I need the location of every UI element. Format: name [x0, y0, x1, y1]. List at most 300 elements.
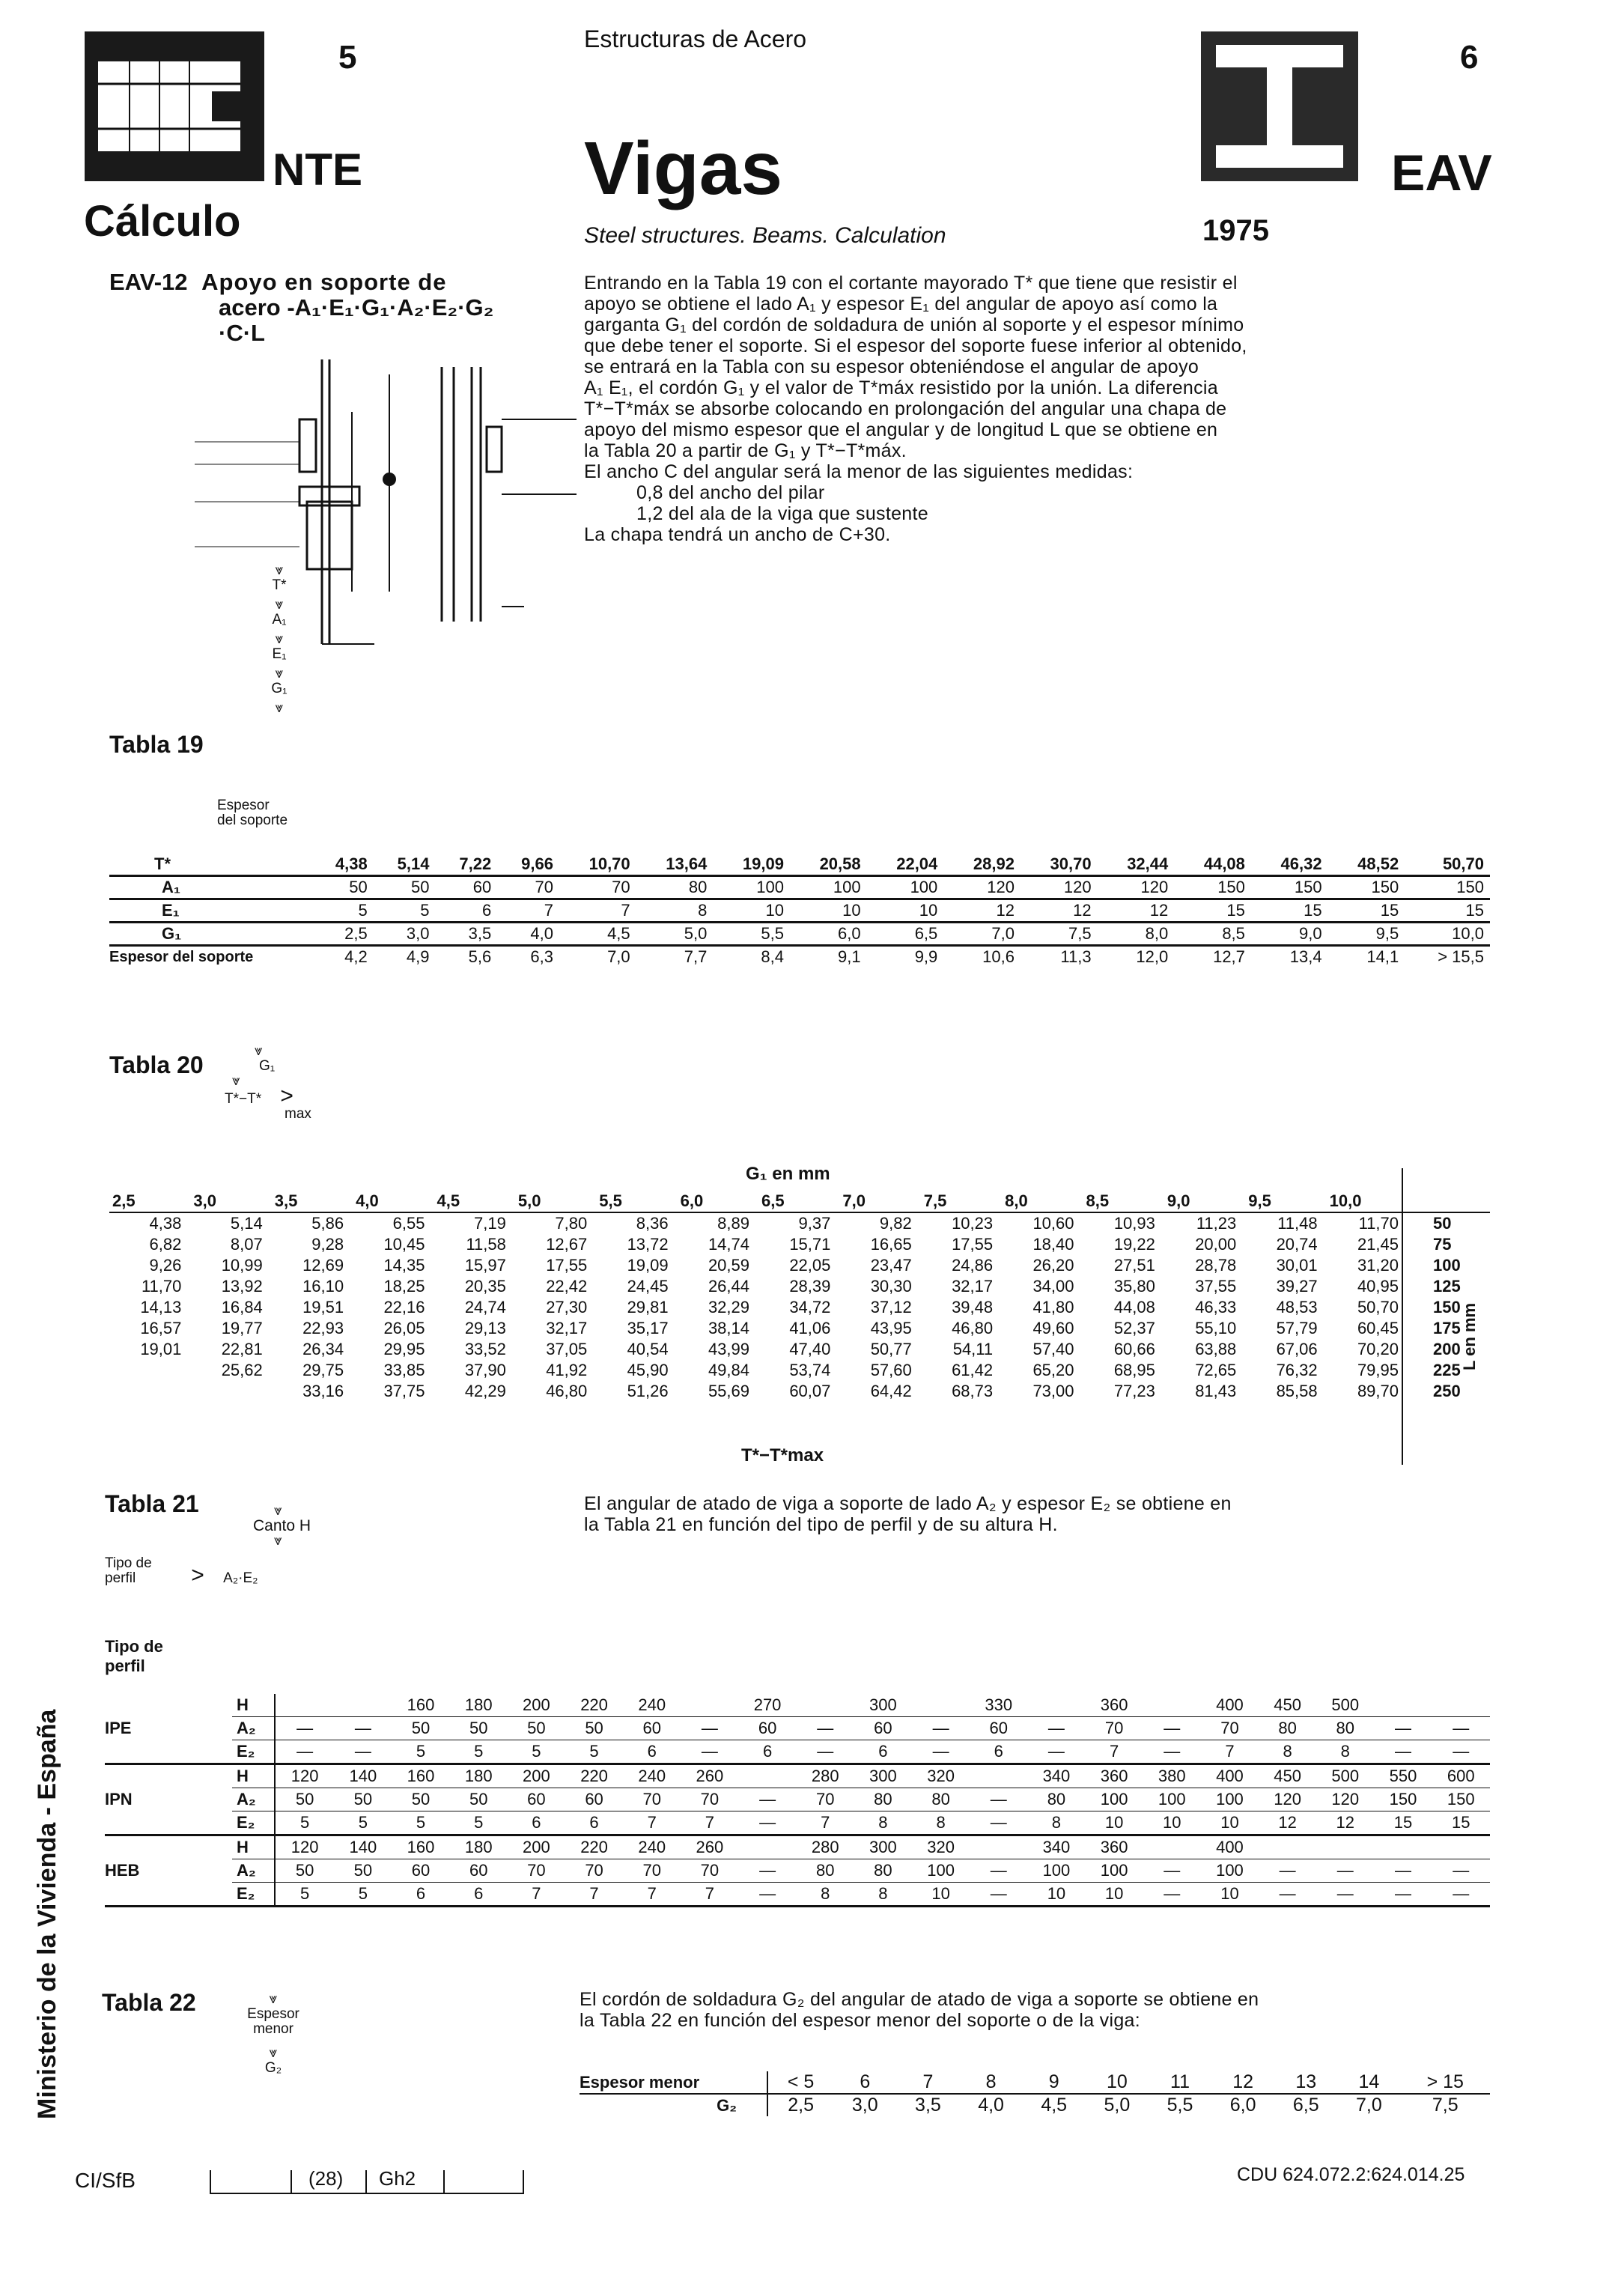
table-cell: 52,37 [1113, 1319, 1155, 1337]
row-header: H [232, 1764, 275, 1788]
table-cell: 160 [407, 1838, 435, 1856]
table-cell: 180 [464, 1767, 493, 1785]
table-cell: 7,19 [474, 1214, 506, 1233]
table-cell: 7,7 [684, 947, 708, 966]
tabla21 [105, 1694, 1490, 1907]
table-cell: 3,0 [851, 2095, 878, 2116]
table-cell: 150 [1447, 1790, 1475, 1808]
flow-arrow-icon: ⩔ [275, 700, 284, 716]
table-cell: 280 [811, 1838, 839, 1856]
cisfb-tick [210, 2170, 211, 2193]
table-cell: 60 [472, 878, 492, 896]
table-cell: 19,51 [302, 1298, 344, 1316]
table-cell: 33,85 [383, 1361, 425, 1379]
flow-arrow-icon: ⩔ [269, 1991, 278, 2007]
table-cell: 50 [353, 1861, 373, 1880]
table-cell: — [1394, 1742, 1411, 1761]
table-cell: 15 [1393, 1813, 1413, 1832]
table-cell: 14 [1358, 2071, 1380, 2092]
text-line: El angular de atado de viga a soporte de lado A₂ y espesor E₂ se obtiene en [584, 1493, 1232, 1514]
table-cell: — [759, 1861, 776, 1880]
table-cell: 44,08 [1203, 854, 1245, 873]
tabla21-text [584, 1493, 1490, 1535]
tabla22 [580, 2071, 1490, 2116]
table-cell: 70 [535, 878, 553, 896]
table-cell: 7 [589, 1884, 599, 1903]
table-cell: 380 [1158, 1767, 1186, 1785]
table-cell: — [1453, 1884, 1470, 1903]
table-cell: 120 [1140, 878, 1169, 896]
table-cell: 10 [1106, 2071, 1128, 2092]
tabla21-label: Tabla 21 [105, 1490, 199, 1517]
table-cell: — [1394, 1884, 1411, 1903]
table-cell: 10 [1047, 1884, 1066, 1903]
table-cell: 220 [580, 1838, 608, 1856]
table-row [109, 923, 1490, 946]
table-cell [970, 1764, 1027, 1788]
table-cell: 300 [869, 1767, 897, 1785]
table-cell: — [296, 1719, 314, 1737]
table-cell: 8,07 [230, 1235, 263, 1254]
table-cell: 10 [1104, 1813, 1124, 1832]
table-cell: 5,14 [397, 854, 430, 873]
table-cell [1316, 1835, 1374, 1859]
table-cell: 70 [700, 1861, 720, 1880]
table-cell: 79,95 [1357, 1361, 1399, 1379]
table-cell: 100 [927, 1861, 955, 1880]
eav12-line1 [109, 270, 493, 295]
table-row [109, 1381, 1490, 1402]
table-cell [1432, 1694, 1490, 1717]
table-cell: 54,11 [952, 1340, 994, 1358]
table-cell: 120 [291, 1767, 319, 1785]
table-row [109, 876, 1490, 899]
table-cell: 80 [874, 1861, 892, 1880]
table-cell: 50 [585, 1719, 603, 1737]
table-cell: 8 [878, 1813, 888, 1832]
table-cell: 320 [927, 1838, 955, 1856]
nte-logo-graphic [85, 31, 264, 181]
table-cell: 3,5 [468, 924, 492, 943]
table-cell: 12 [1232, 2071, 1254, 2092]
table-cell: — [354, 1719, 371, 1737]
table-cell: 14,35 [383, 1256, 425, 1275]
table-cell: 5,6 [468, 947, 492, 966]
table-cell: 5,14 [230, 1214, 263, 1233]
table-cell: 80 [688, 878, 708, 896]
table-cell: 60,66 [1113, 1340, 1155, 1358]
table-cell: 7 [1109, 1742, 1119, 1761]
table-cell: 5 [589, 1742, 599, 1761]
table-cell: — [990, 1884, 1007, 1903]
tabla20 [109, 1191, 1490, 1402]
table-cell [190, 1381, 271, 1402]
table-cell: 60,45 [1357, 1319, 1399, 1337]
tabla22-text [580, 1989, 1490, 2031]
profile-name: HEB [105, 1861, 140, 1880]
table-cell: 22,16 [383, 1298, 425, 1316]
table-cell: 29,81 [627, 1298, 669, 1316]
flow-g1: G₁ [259, 1058, 276, 1074]
profile-name: IPN [105, 1790, 133, 1808]
table-cell: 4,5 [1041, 2095, 1068, 2116]
table-cell: 9,37 [798, 1214, 831, 1233]
table-cell: — [1164, 1719, 1181, 1737]
table-cell: 38,14 [708, 1319, 749, 1337]
table-cell: 11,3 [1060, 947, 1092, 966]
table-cell: 3,0 [406, 924, 430, 943]
table-cell: 55,10 [1195, 1319, 1237, 1337]
table-cell: 10 [1220, 1884, 1239, 1903]
table-cell: 12,69 [302, 1256, 344, 1275]
table-cell: 7 [1225, 1742, 1235, 1761]
table-cell: 11,23 [1196, 1214, 1237, 1233]
table-cell: 34,72 [789, 1298, 831, 1316]
table-cell: 39,48 [952, 1298, 994, 1316]
table-cell: 240 [638, 1695, 666, 1714]
table-cell: 8,0 [1145, 924, 1169, 943]
table-cell: < 5 [787, 2071, 815, 2092]
table-cell: 6 [482, 901, 492, 920]
flow-arrow-icon: ⩔ [232, 1073, 240, 1089]
table-cell: 10,93 [1113, 1214, 1155, 1233]
table-cell: 76,32 [1276, 1361, 1318, 1379]
table-cell: 120 [1063, 878, 1092, 896]
row-header: E₂ [232, 1740, 275, 1764]
table-cell: 120 [291, 1838, 319, 1856]
table-cell: 13,4 [1289, 947, 1322, 966]
table-cell [109, 1381, 190, 1402]
table-cell: 50 [353, 1790, 373, 1808]
table-cell: — [1394, 1861, 1411, 1880]
table-cell: 20,58 [819, 854, 861, 873]
table-cell: 100 [833, 878, 861, 896]
table-row [105, 1811, 1490, 1835]
table-cell: 17,55 [952, 1235, 994, 1254]
table-cell: 60 [989, 1719, 1008, 1737]
table-cell: 80 [1278, 1719, 1297, 1737]
table-cell: 65,20 [1032, 1361, 1074, 1379]
table-cell: 50,70 [1357, 1298, 1399, 1316]
table-cell: 4,38 [335, 854, 368, 873]
table-cell: 7 [621, 901, 630, 920]
table-cell: 100 [1042, 1861, 1071, 1880]
table-cell: 60 [642, 1719, 661, 1737]
table-cell: 330 [985, 1695, 1013, 1714]
table-cell: 35,80 [1113, 1277, 1155, 1296]
table-cell: 47,40 [789, 1340, 831, 1358]
cisfb-box2: Gh2 [379, 2167, 416, 2190]
table-cell: 70,20 [1357, 1340, 1399, 1358]
para-line: la Tabla 20 a partir de G₁ y T*−T*máx. [584, 440, 907, 461]
table-cell: 22,42 [546, 1277, 588, 1296]
flow-tipo: Tipo de perfil [105, 1555, 152, 1586]
g-header-cell: 4,5 [437, 1191, 460, 1210]
flow-canto: Canto H [253, 1517, 311, 1534]
table-row [109, 1191, 1490, 1212]
table-cell: 14,74 [708, 1235, 749, 1254]
tabla19 [109, 854, 1490, 968]
tabla20-vline [1402, 1168, 1403, 1465]
g-header-cell: 3,5 [274, 1191, 298, 1210]
table-cell: 400 [1216, 1838, 1244, 1856]
table-cell: — [354, 1742, 371, 1761]
table-cell: 24,74 [464, 1298, 506, 1316]
text-line: la Tabla 22 en función del espesor menor del soporte o de la viga: [580, 2010, 1140, 2031]
table-cell: 100 [756, 878, 784, 896]
flow-arrow-icon: ⩔ [269, 2045, 278, 2061]
table-cell [797, 1694, 854, 1717]
table-cell: 12 [996, 901, 1015, 920]
table-cell: — [1164, 1861, 1181, 1880]
table-cell: 5 [300, 1884, 310, 1903]
para-line: 1,2 del ala de la viga que sustente [636, 503, 928, 524]
flow-t-diff-label: T*−T* [225, 1091, 262, 1107]
table-cell: 29,13 [464, 1319, 506, 1337]
table-cell: 260 [696, 1838, 724, 1856]
side-publisher: Ministerio de la Vivienda - España [33, 1709, 61, 2119]
l-value: 75 [1433, 1235, 1452, 1254]
table-cell: 220 [580, 1695, 608, 1714]
table-cell [334, 1694, 392, 1717]
table-cell: 5,5 [761, 924, 784, 943]
series-title: Estructuras de Acero [584, 25, 807, 52]
table-cell: 8 [985, 2071, 997, 2092]
support-detail-diagram [172, 352, 577, 674]
tabla20-flow [225, 1044, 311, 1122]
table-row [109, 1339, 1490, 1360]
table-cell: 8,5 [1222, 924, 1245, 943]
l-value: 175 [1433, 1319, 1461, 1337]
table-cell: 340 [1042, 1767, 1071, 1785]
table-cell: 70 [1104, 1719, 1124, 1737]
table-row [109, 946, 1490, 968]
table-cell: 72,65 [1195, 1361, 1237, 1379]
table-cell: 80 [816, 1861, 835, 1880]
table-cell: 46,80 [546, 1382, 588, 1400]
tabla22-label: Tabla 22 [102, 1989, 196, 2016]
flow-max: max [285, 1106, 311, 1122]
table-cell: — [701, 1742, 718, 1761]
table-cell: 13,72 [627, 1235, 669, 1254]
table-cell: 20,59 [708, 1256, 749, 1275]
flow-arrow-right-icon: > [191, 1563, 204, 1588]
row-header: Espesor del soporte [109, 949, 254, 965]
table-cell [109, 1360, 190, 1381]
table-cell: 12,7 [1213, 947, 1245, 966]
flow-a1: A₁ [272, 612, 287, 628]
table-cell: 4,2 [344, 947, 368, 966]
table-cell: 100 [1216, 1790, 1244, 1808]
table-cell: — [1047, 1742, 1065, 1761]
table-cell: 10 [765, 901, 784, 920]
table-cell: 48,53 [1276, 1298, 1318, 1316]
flow-espesor-2: del soporte [217, 813, 288, 828]
table-cell: 5,0 [1104, 2095, 1131, 2116]
table-cell: 41,80 [1032, 1298, 1074, 1316]
flow-arrow-icon: ⩔ [275, 631, 284, 647]
cisfb-label: CI/SfB [75, 2169, 136, 2192]
table-cell: 15 [1380, 901, 1399, 920]
table-cell: 260 [696, 1767, 724, 1785]
table-row [109, 854, 1490, 876]
table-cell: 9,9 [914, 947, 938, 966]
table-cell: 8 [821, 1884, 830, 1903]
table-cell: 12,0 [1136, 947, 1169, 966]
table-cell: 11,70 [141, 1277, 182, 1296]
eav12-code: EAV-12 [109, 269, 188, 295]
table-cell: 20,00 [1195, 1235, 1237, 1254]
table-row [109, 1212, 1490, 1234]
table-cell: 7 [544, 901, 553, 920]
table-cell: 40,54 [627, 1340, 669, 1358]
table-cell: — [1279, 1861, 1296, 1880]
table-cell: 220 [580, 1767, 608, 1785]
g-header-cell: 7,0 [842, 1191, 866, 1210]
table-cell: 12 [1149, 901, 1169, 920]
table-cell: 9,66 [521, 854, 553, 873]
row-header: H [232, 1694, 275, 1717]
table-cell: 320 [927, 1767, 955, 1785]
tabla19-flow [253, 563, 305, 716]
table-cell: 12 [1073, 901, 1092, 920]
table-cell: — [990, 1790, 1007, 1808]
table-cell: 60 [585, 1790, 603, 1808]
para-line: T*−T*máx se absorbe colocando en prolongación del angular una chapa de [584, 398, 1227, 419]
l-value: 200 [1433, 1340, 1461, 1358]
table-cell: 32,17 [546, 1319, 588, 1337]
table-cell: 6 [589, 1813, 599, 1832]
table-cell: 67,06 [1276, 1340, 1318, 1358]
table-cell: 10 [931, 1884, 950, 1903]
eav12-title2: acero -A₁·E₁·G₁·A₂·E₂·G₂ [219, 294, 494, 321]
table-cell: 5 [474, 1742, 484, 1761]
table-cell: 5,0 [684, 924, 708, 943]
table-cell: 400 [1216, 1695, 1244, 1714]
table-row [105, 1859, 1490, 1883]
table-cell: 70 [816, 1790, 835, 1808]
tabla21-table [105, 1694, 1490, 1907]
table-cell: 16,57 [140, 1319, 182, 1337]
table-cell: 6 [532, 1813, 541, 1832]
table-cell: 6,5 [1292, 2095, 1319, 2116]
cdu-code: CDU 624.072.2:624.014.25 [1237, 2164, 1465, 2185]
table-cell: 15 [1465, 901, 1484, 920]
table-cell: 13,92 [221, 1277, 263, 1296]
table-cell: 27,51 [1113, 1256, 1155, 1275]
table-cell [1374, 1694, 1432, 1717]
table-cell [738, 1764, 796, 1788]
table-cell: 5 [474, 1813, 484, 1832]
table-cell: 32,17 [952, 1277, 994, 1296]
flow-menor: menor [253, 2021, 293, 2037]
table-cell: 70 [527, 1861, 546, 1880]
table-cell: — [1394, 1719, 1411, 1737]
cisfb-tick [523, 2170, 524, 2193]
text-line: la Tabla 21 en función del tipo de perfil y de su altura H. [584, 1514, 1058, 1535]
table-cell: — [296, 1742, 314, 1761]
l-value: 150 [1433, 1298, 1461, 1316]
table-cell: 7 [922, 2071, 934, 2092]
page-title: Vigas [584, 127, 782, 210]
table-cell: 7,80 [555, 1214, 588, 1233]
table-cell: 33,16 [302, 1382, 344, 1400]
table-cell: 9,1 [838, 947, 861, 966]
row-header: A₂ [232, 1717, 275, 1740]
g-header-cell: 9,0 [1167, 1191, 1190, 1210]
cisfb-box1: (28) [308, 2167, 344, 2190]
table-cell: 24,86 [952, 1256, 994, 1275]
flow-arrow-icon: ⩔ [275, 597, 284, 613]
table-cell: — [701, 1719, 718, 1737]
table-cell: — [1164, 1742, 1181, 1761]
table-cell: 13 [1295, 2071, 1317, 2092]
table-cell: 12 [1278, 1813, 1297, 1832]
table-cell: 19,77 [221, 1319, 263, 1337]
table-cell: 16,10 [302, 1277, 344, 1296]
tabla19-table [109, 854, 1490, 968]
table-cell: 48,52 [1357, 854, 1399, 873]
cisfb-tick [365, 2170, 367, 2193]
table-cell: 180 [464, 1695, 493, 1714]
table-row [109, 1255, 1490, 1276]
table-cell: 50 [411, 878, 430, 896]
table-cell: 140 [349, 1767, 377, 1785]
table-cell: 8 [1051, 1813, 1062, 1832]
table-cell: 6,82 [149, 1235, 182, 1254]
nte-logo [85, 31, 264, 181]
table-cell: 200 [523, 1838, 550, 1856]
table-cell: 57,40 [1032, 1340, 1074, 1358]
table-cell: 50,77 [870, 1340, 912, 1358]
table-cell: 26,05 [383, 1319, 425, 1337]
table-cell: 12 [1336, 1813, 1355, 1832]
table-cell [681, 1694, 738, 1717]
l-value: 250 [1433, 1382, 1461, 1400]
row-header: A₁ [162, 878, 180, 896]
table-cell: 26,20 [1032, 1256, 1074, 1275]
table-cell: 49,60 [1032, 1319, 1074, 1337]
tabla21-flow [105, 1504, 344, 1586]
row-header: Espesor menor [580, 2071, 767, 2094]
text-line: El cordón de soldadura G₂ del angular de atado de viga a soporte se obtiene en [580, 1989, 1259, 2010]
table-cell: 60 [527, 1790, 546, 1808]
flow-t-diff [225, 1084, 311, 1108]
table-cell: 11 [1170, 2071, 1190, 2092]
table-cell: 16,84 [221, 1298, 263, 1316]
table-cell: 28,92 [973, 854, 1015, 873]
table-cell: 5,5 [1167, 2095, 1193, 2116]
table-cell: 34,00 [1032, 1277, 1074, 1296]
table-row [105, 1883, 1490, 1907]
table-cell: 30,01 [1276, 1256, 1318, 1275]
flow-arrow-icon: ⩔ [274, 1503, 282, 1519]
table-cell: 6 [474, 1884, 484, 1903]
table-cell: 20,35 [464, 1277, 506, 1296]
table-cell: > 15 [1426, 2071, 1464, 2092]
table-cell: 10 [1220, 1813, 1239, 1832]
table-cell: 29,75 [302, 1361, 344, 1379]
table-cell: 150 [1217, 878, 1245, 896]
table-cell: 37,75 [383, 1382, 425, 1400]
table-cell: 150 [1456, 878, 1484, 896]
table-cell: 50,70 [1442, 854, 1484, 873]
table-cell [1432, 1835, 1490, 1859]
table-cell: 60 [411, 1861, 431, 1880]
table-cell: 64,42 [870, 1382, 912, 1400]
flow-espesor: Espesor [247, 2006, 299, 2022]
table-cell: 50 [527, 1719, 546, 1737]
